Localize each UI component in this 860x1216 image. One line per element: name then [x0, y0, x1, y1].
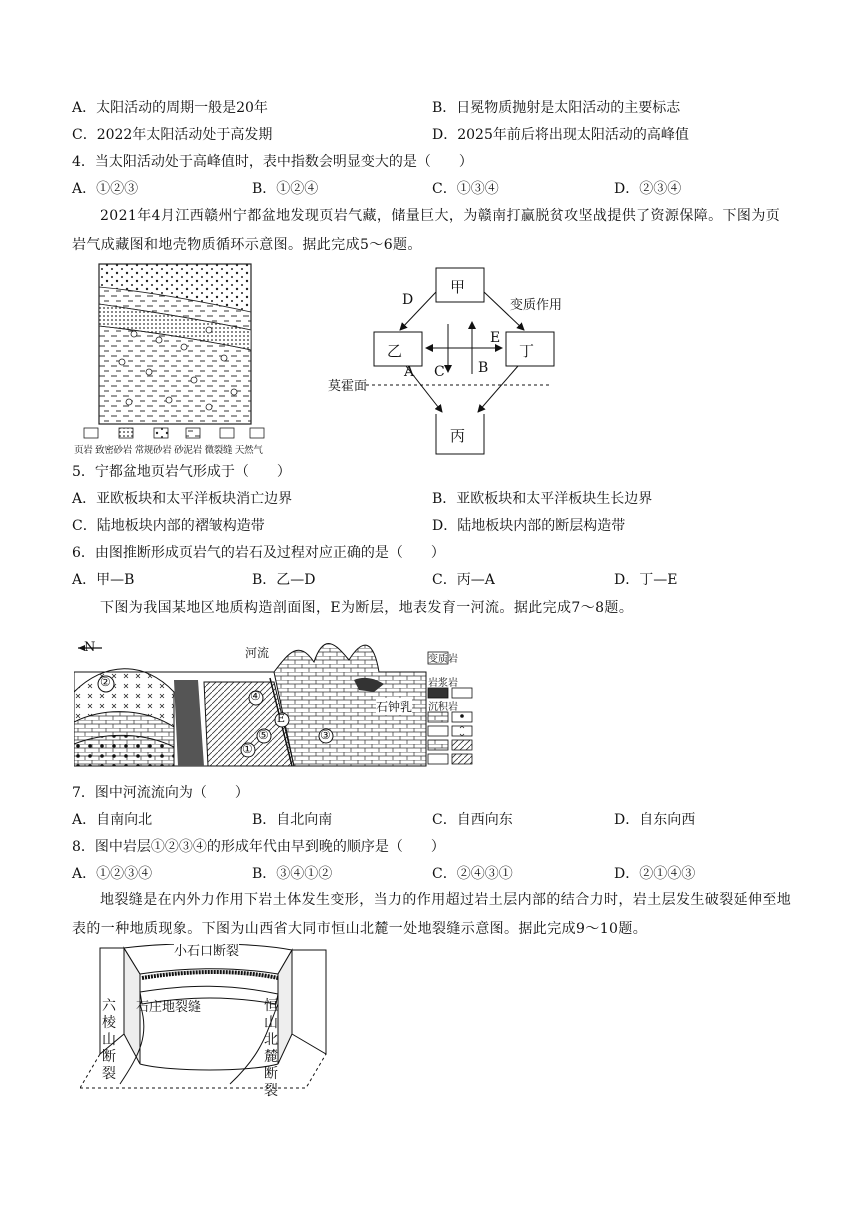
- legend-igneous: 岩浆岩: [428, 678, 458, 689]
- q6-stem: 6．由图推断形成页岩气的岩石及过程对应正确的是（ ）: [72, 545, 445, 561]
- layer-fault-e: E: [277, 712, 286, 725]
- q8-option-d: D．②①④③: [614, 866, 696, 882]
- river-label: 河流: [245, 646, 270, 660]
- layer-4: ④: [250, 689, 261, 703]
- intro-7-8: 下图为我国某地区地质构造剖面图，E为断层，地表发育一河流。据此完成7～8题。: [100, 600, 634, 616]
- intro-5-6: 2021年4月江西赣州宁都盆地发现页岩气藏，储量巨大，为赣南打赢脱贫攻坚战提供了资源保障。下图为页岩气成藏图和地壳物质循环示意图。据此完成5～6题。: [72, 208, 781, 253]
- label-xiaoshikou-fault: 小石口断裂: [174, 940, 239, 959]
- rock-cycle-diagram: [318, 262, 576, 460]
- box-yi: 乙: [387, 342, 403, 360]
- q6-option-d: D．丁—E: [614, 572, 678, 588]
- q4-stem: 4．当太阳活动处于高峰值时，表中指数会明显变大的是（ ）: [72, 154, 473, 170]
- q3-option-c: C．2022年太阳活动处于高发期: [72, 127, 273, 143]
- q8-option-b: B．③④①②: [252, 866, 333, 882]
- label-liulengshan-fault: 六棱山断裂: [102, 998, 116, 1082]
- north-label: N: [84, 640, 96, 655]
- q7-option-a: A．自南向北: [72, 812, 153, 828]
- q7-option-d: D．自东向西: [614, 812, 696, 828]
- box-jia: 甲: [450, 278, 466, 296]
- q3-option-a: A．太阳活动的周期一般是20年: [72, 100, 268, 116]
- label-e: E: [490, 330, 501, 346]
- q5-option-d: D．陆地板块内部的断层构造带: [432, 518, 626, 534]
- q4-option-c: C．①③④: [432, 181, 499, 197]
- q4-option-b: B．①②④: [252, 181, 319, 197]
- q4-option-d: D．②③④: [614, 181, 682, 197]
- legend-natural-gas: 天然气: [234, 445, 263, 456]
- q7-option-c: C．自西向东: [432, 812, 513, 828]
- layer-3: ③: [320, 728, 331, 742]
- label-moho: 莫霍面: [328, 379, 368, 394]
- q5-option-c: C．陆地板块内部的褶皱构造带: [72, 518, 265, 534]
- q6-option-c: C．丙—A: [432, 572, 495, 588]
- label-metamorphism: 变质作用: [510, 298, 563, 313]
- q5-stem: 5．宁都盆地页岩气形成于（ ）: [72, 464, 291, 480]
- geologic-section-figure: [74, 632, 476, 768]
- q6-option-b: B．乙—D: [252, 572, 316, 588]
- q7-option-b: B．自北向南: [252, 812, 333, 828]
- label-b: B: [478, 360, 489, 376]
- stalactite-label: 石钟乳: [376, 700, 413, 714]
- q7-stem: 7．图中河流流向为（ ）: [72, 785, 249, 801]
- q8-stem: 8．图中岩层①②③④的形成年代由早到晚的顺序是（ ）: [72, 839, 445, 855]
- layer-2: ②: [100, 675, 111, 689]
- q3-option-d: D．2025年前后将出现太阳活动的高峰值: [432, 127, 689, 143]
- q3-option-b: B．日冕物质抛射是太阳活动的主要标志: [432, 100, 681, 116]
- legend-sandstone: 常规砂岩: [134, 445, 172, 456]
- legend-sedimentary: 沉积岩: [428, 702, 458, 713]
- legend-metamorphic: 变质岩: [428, 654, 458, 665]
- label-d: D: [402, 292, 414, 308]
- legend-dense-sandstone: 致密砂岩: [95, 445, 132, 456]
- q4-option-a: A．①②③: [72, 181, 139, 197]
- label-hengshan-fault: 恒山北麓断裂: [264, 998, 278, 1099]
- q6-option-a: A．甲—B: [72, 572, 135, 588]
- legend-shale: 页岩: [74, 445, 93, 456]
- legend-microfracture: 微裂缝: [204, 445, 233, 456]
- layer-5: ⑤: [258, 728, 269, 742]
- shale-gas-figure: [74, 262, 274, 460]
- q5-option-b: B．亚欧板块和太平洋板块生长边界: [432, 491, 653, 507]
- box-ding: 丁: [519, 342, 535, 360]
- intro-9-10: 地裂缝是在内外力作用下岩土体发生变形，当力的作用超过岩土层内部的结合力时，岩土层发生破裂延伸至地表的一种地质现象。下图为山西省大同市恒山北麓一处地裂缝示意图。据此完成9～10题。: [72, 892, 792, 937]
- q5-option-a: A．亚欧板块和太平洋板块消亡边界: [72, 491, 293, 507]
- q8-option-a: A．①②③④: [72, 866, 153, 882]
- label-shizhuang-fissure: 石庄地裂缝: [136, 1000, 202, 1015]
- legend-sand-mudstone: 砂泥岩: [174, 445, 202, 456]
- label-a: A: [404, 364, 415, 380]
- label-c: C: [434, 364, 445, 380]
- box-bing: 丙: [450, 427, 466, 445]
- q8-option-c: C．②④③①: [432, 866, 513, 882]
- layer-1: ①: [242, 742, 253, 756]
- ground-fissure-figure: [80, 944, 336, 1094]
